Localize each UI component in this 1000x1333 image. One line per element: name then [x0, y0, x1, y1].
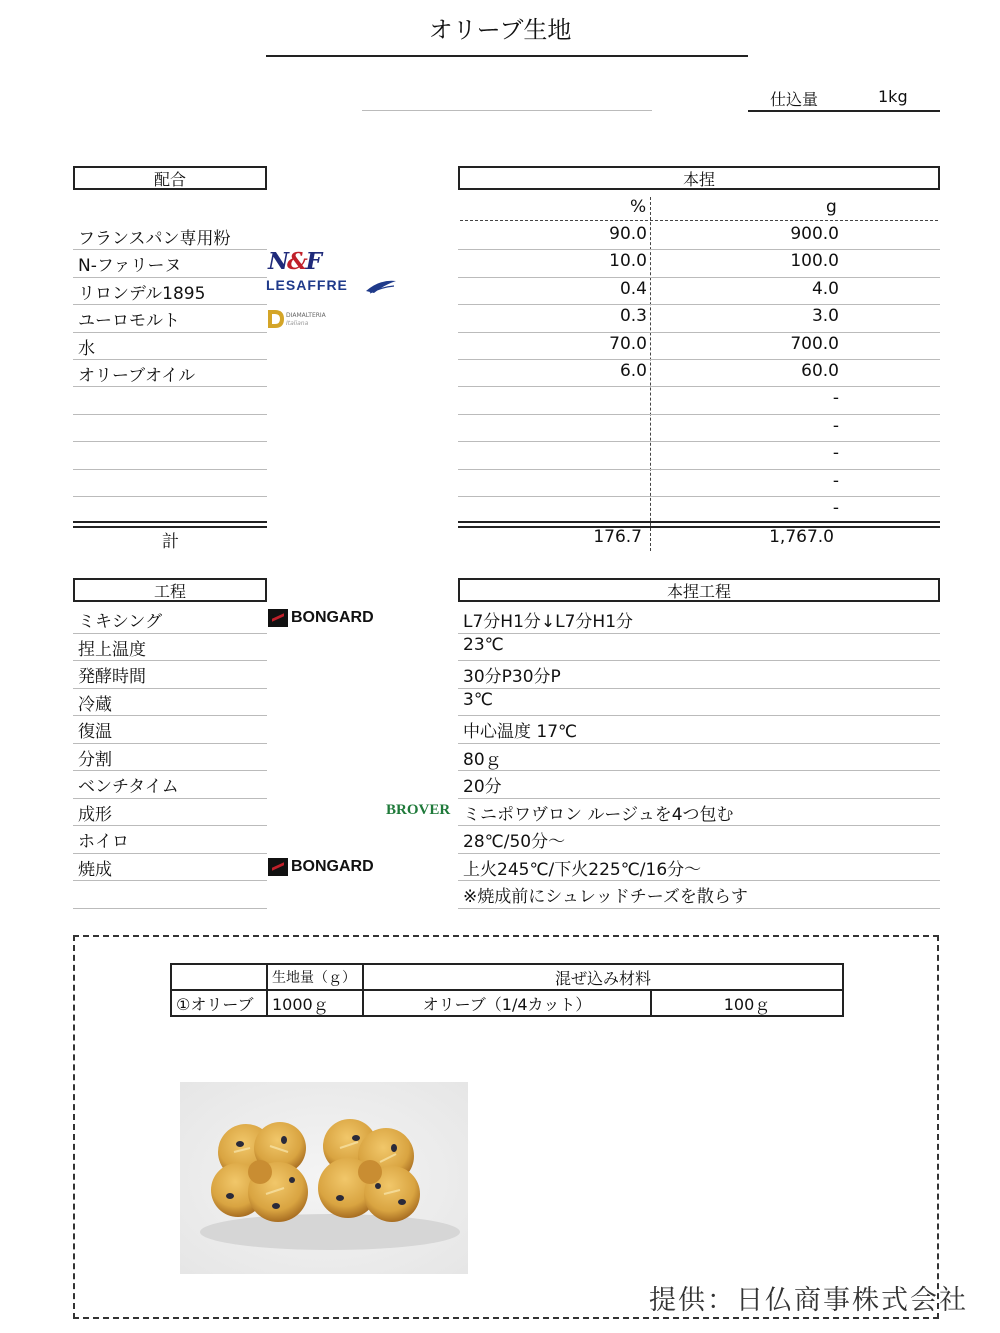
- process-value: 上火245℃/下火225℃/16分～: [463, 859, 702, 880]
- row-rule-left: [73, 277, 267, 278]
- mix-col-dough: 生地量（ｇ）: [267, 964, 363, 990]
- ingredient-name: 水: [78, 338, 95, 359]
- row-rule-left: [73, 908, 267, 909]
- row-rule-right: [458, 469, 940, 470]
- nf-logo-text: N&F: [268, 248, 321, 275]
- mix-corner-cell: [171, 964, 267, 990]
- row-rule-left: [73, 880, 267, 881]
- row-rule-right: [458, 660, 940, 661]
- recipe-right-header: 本捏: [458, 166, 940, 190]
- row-rule-left: [73, 853, 267, 854]
- process-left-header: 工程: [73, 578, 267, 602]
- row-rule-right: [458, 880, 940, 881]
- row-rule-left: [73, 249, 267, 250]
- row-rule-left: [73, 386, 267, 387]
- process-value: L7分H1分↓L7分H1分: [463, 612, 634, 632]
- process-value: 80ｇ: [463, 749, 502, 770]
- bongard-logo-baking: [268, 858, 374, 876]
- ingredient-name: ユーロモルト: [78, 311, 180, 332]
- header-dotted-rule: [460, 220, 938, 221]
- process-right-header: 本捏工程: [458, 578, 940, 602]
- mix-in-table: [170, 963, 844, 1017]
- process-step: 冷蔵: [78, 694, 112, 715]
- bread-left-icon: [211, 1122, 308, 1222]
- brover-logo: BROVER: [386, 802, 451, 818]
- mix-col-ingredients: 混ぜ込み材料: [363, 964, 843, 990]
- row-rule-left: [73, 414, 267, 415]
- ingredient-grams: 700.0: [790, 333, 839, 354]
- row-rule-left: [73, 359, 267, 360]
- row-rule-left: [73, 798, 267, 799]
- process-value: 3℃: [463, 689, 493, 710]
- row-rule-left: [73, 304, 267, 305]
- row-rule-left: [73, 743, 267, 744]
- bongard-text: BONGARD: [291, 858, 374, 876]
- process-step: 分割: [78, 749, 112, 770]
- bongard-logo-mixing: [268, 609, 374, 627]
- row-rule-left: [73, 633, 267, 634]
- col-grams-header: g: [826, 197, 837, 217]
- row-rule-right: [458, 277, 940, 278]
- bongard-mark-icon: [268, 609, 288, 627]
- row-rule-right: [458, 386, 940, 387]
- blank-underline: [362, 110, 652, 111]
- ingredient-percent: 0.4: [619, 278, 647, 299]
- ingredient-percent: 90.0: [609, 224, 647, 244]
- process-step: 捏上温度: [78, 639, 146, 660]
- diamalteria-sub-text: Italiana: [286, 320, 309, 327]
- ingredient-name: N-ファリーヌ: [78, 256, 182, 277]
- nf-ampersand: &: [287, 248, 306, 275]
- row-rule-left: [73, 660, 267, 661]
- row-rule-right: [458, 715, 940, 716]
- ingredient-percent: 6.0: [619, 361, 647, 381]
- row-rule-right: [458, 304, 940, 305]
- process-value: 30分P30分P: [463, 667, 561, 687]
- row-rule-right: [458, 414, 940, 415]
- row-rule-left: [73, 825, 267, 826]
- ingredient-grams: -: [832, 415, 839, 436]
- row-rule-right: [458, 359, 940, 360]
- ingredient-percent: 10.0: [609, 251, 647, 272]
- ingredient-grams: -: [832, 470, 839, 491]
- process-value: 中心温度 17℃: [463, 722, 578, 742]
- row-rule-right: [458, 798, 940, 799]
- row-rule-left: [73, 441, 267, 442]
- ingredient-name: フランスパン専用粉: [78, 229, 231, 249]
- row-rule-right: [458, 496, 940, 497]
- ingredient-grams: -: [832, 443, 839, 464]
- row-rule-right: [458, 770, 940, 771]
- total-percent: 176.7: [593, 527, 642, 547]
- recipe-left-header: 配合: [73, 166, 267, 190]
- bongard-text: BONGARD: [291, 609, 374, 627]
- row-rule-right: [458, 908, 940, 909]
- col-percent-header: %: [630, 197, 647, 217]
- total-label: 計: [162, 532, 179, 552]
- row-rule-right: [458, 249, 940, 250]
- batch-label: 仕込量: [770, 90, 819, 109]
- ingredient-grams: -: [832, 498, 839, 518]
- process-value: 23℃: [463, 634, 504, 655]
- mix-row-ingredient: オリーブ（1/4カット）: [363, 990, 651, 1016]
- process-step: 発酵時間: [78, 667, 146, 687]
- ingredient-grams: 3.0: [811, 306, 839, 327]
- ingredient-grams: 4.0: [811, 278, 839, 299]
- process-value: ※焼成前にシュレッドチーズを散らす: [463, 887, 748, 907]
- mix-row-name: ①オリーブ: [171, 990, 267, 1016]
- mix-row-amount: 100ｇ: [651, 990, 843, 1016]
- row-rule-right: [458, 688, 940, 689]
- row-rule-left: [73, 688, 267, 689]
- lesaffre-logo: LESAFFRE: [266, 277, 348, 293]
- lesaffre-swoosh-icon: [364, 277, 398, 295]
- bongard-mark-icon: [268, 858, 288, 876]
- diamalteria-text: DIAMALTERIA: [286, 312, 326, 319]
- batch-underline: [748, 110, 940, 112]
- row-rule-left: [73, 770, 267, 771]
- credit-text: 提供：日仏商事株式会社: [649, 1285, 968, 1316]
- row-rule-right: [458, 633, 940, 634]
- process-step: ベンチタイム: [78, 777, 179, 797]
- ingredient-name: リロンデル1895: [78, 283, 206, 304]
- total-grams: 1,767.0: [769, 527, 834, 547]
- ingredient-grams: 60.0: [801, 361, 839, 381]
- row-rule-right: [458, 441, 940, 442]
- row-rule-left: [73, 332, 267, 333]
- mix-row-dough: 1000ｇ: [267, 990, 363, 1016]
- ingredient-grams: 100.0: [790, 251, 839, 272]
- ingredient-name: オリーブオイル: [78, 366, 196, 386]
- process-value: ミニポワヴロン ルージュを4つ包む: [463, 804, 734, 825]
- ingredient-grams: 900.0: [790, 224, 839, 244]
- process-value: 20分: [463, 777, 502, 797]
- ingredient-percent: 0.3: [619, 306, 647, 327]
- nf-logo: [268, 248, 320, 275]
- ingredient-percent: 70.0: [609, 333, 647, 354]
- process-step: ホイロ: [78, 832, 129, 852]
- row-rule-left: [73, 496, 267, 497]
- row-rule-right: [458, 332, 940, 333]
- bread-photo: [180, 1082, 468, 1274]
- row-rule-right: [458, 743, 940, 744]
- process-step: 成形: [78, 804, 112, 825]
- row-rule-right: [458, 853, 940, 854]
- process-step: 焼成: [78, 859, 112, 880]
- batch-value: 1kg: [878, 87, 908, 106]
- diamalteria-d-icon: [266, 308, 286, 330]
- row-rule-left: [73, 469, 267, 470]
- title-underline: [266, 55, 748, 57]
- page-title: オリーブ生地: [428, 16, 572, 44]
- process-value: 28℃/50分～: [463, 832, 566, 852]
- row-rule-right: [458, 825, 940, 826]
- process-step: ミキシング: [78, 612, 163, 632]
- ingredient-grams: -: [832, 388, 839, 409]
- process-step: 復温: [78, 722, 112, 742]
- row-rule-left: [73, 715, 267, 716]
